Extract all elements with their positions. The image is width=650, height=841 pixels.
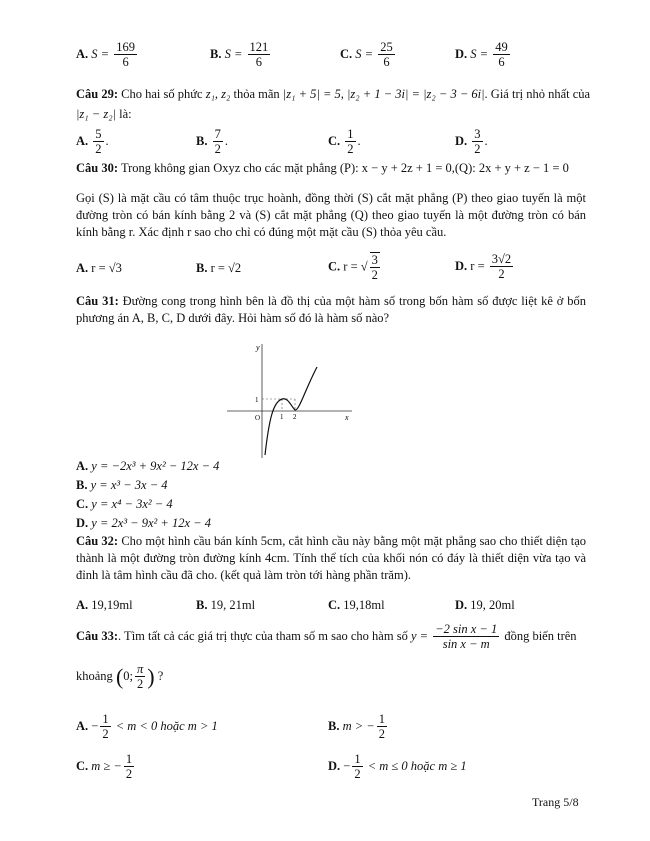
q29-line2: |z₁ − z₂| là: — [76, 107, 132, 121]
fraction: $\frac{169}{6}$ — [116, 40, 135, 70]
q30-option-c: C. r = √ $\frac{3}{2}$ — [328, 253, 378, 283]
q31-option-a: A. y = −2x³ + 9x² − 12x − 4 — [76, 459, 220, 473]
q30-paragraph: Gọi (S) là mặt cầu có tâm thuộc trục hoành, đồng thời (S) cắt mặt phẳng (P) theo giao tuyến là một đường tròn có bán kính bằng 2 và (S) cắt mặt phẳng (Q) theo giao tuyến là một đường tròn có bán kính bằng r. Xác định r sao cho chỉ có đúng một mặt cầu (S) thỏa yêu cầu. — [76, 191, 586, 239]
q29-option-c: C. $\frac{1}{2}$ . — [328, 127, 361, 157]
y-one-label: 1 — [255, 396, 259, 404]
fraction: $\frac{1}{2}$ — [347, 127, 354, 157]
y-axis-label: y — [256, 343, 260, 352]
x-axis-label: x — [345, 413, 349, 422]
fraction: $\frac{1}{2}$ — [378, 712, 385, 742]
function-graph — [225, 340, 355, 460]
q29-line1: Câu 29: Cho hai số phức z₁, z₂ thỏa mãn |z₁ + 5| = 5, |z₂ + 1 − 3i| = |z₂ − 3 − 6i|. Giá trị nhỏ nhất của — [76, 87, 591, 101]
page-number: Trang 5/8 — [532, 795, 579, 809]
q31-option-b: B. y = x³ − 3x − 4 — [76, 478, 168, 492]
fraction: $\frac{7}{2}$ — [214, 127, 221, 157]
x-two-label: 2 — [293, 413, 297, 421]
q33-option-d: D. − $\frac{1}{2}$ < m ≤ 0 hoặc m ≥ 1 — [328, 752, 467, 782]
q32-option-b: B. 19, 21ml — [196, 598, 256, 612]
fraction: $\frac{1}{2}$ — [102, 712, 109, 742]
q29-option-d: D. $\frac{3}{2}$ . — [455, 127, 488, 157]
q29-option-a: A. $\frac{5}{2}$ . — [76, 127, 109, 157]
q33-option-c: C. m ≥ − $\frac{1}{2}$ — [76, 752, 133, 782]
q32-option-d: D. 19, 20ml — [455, 598, 515, 612]
fraction: $\frac{\pi}{2}$ — [137, 662, 144, 692]
q30-option-d: D. r = $\frac{3√2}{2}$ — [455, 252, 512, 282]
graph-svg — [225, 340, 355, 460]
fraction: $\frac{1}{2}$ — [354, 752, 361, 782]
q30-line1: Câu 30: Trong không gian Oxyz cho các mặt phẳng (P): x − y + 2z + 1 = 0,(Q): 2x + y + z − 1 = 0 — [76, 161, 569, 175]
fraction: $\frac{5}{2}$ — [95, 127, 102, 157]
q28-option-b: B. S = $\frac{121}{6}$ — [210, 40, 269, 70]
fraction: $\frac{3}{2}$ — [371, 253, 378, 283]
origin-label: O — [255, 414, 261, 422]
q33-line2: khoảng (0; $\frac{\pi}{2}$ ) ? — [76, 662, 164, 692]
q30-option-a: A. r = √3 — [76, 261, 122, 275]
q33-option-b: B. m > − $\frac{1}{2}$ — [328, 712, 385, 742]
fraction: $\frac{1}{2}$ — [125, 752, 133, 782]
q31-option-d: D. y = 2x³ − 9x² + 12x − 4 — [76, 516, 211, 530]
q31-paragraph: Câu 31: Đường cong trong hình bên là đồ thị của một hàm số trong bốn hàm số được liệt kê ở bốn phương án A, B, C, D dưới đây. Hỏi hàm số đó là hàm số nào? — [76, 294, 587, 325]
fraction: $\frac{121}{6}$ — [249, 40, 269, 70]
fraction: $\frac{\text{−2 sin x − 1}}{\text{sin x − m}}$ — [435, 622, 498, 652]
fraction: $\frac{25}{6}$ — [380, 40, 393, 70]
q31-option-c: C. y = x⁴ − 3x² − 4 — [76, 497, 173, 511]
q32-option-a: A. 19,19ml — [76, 598, 133, 612]
fraction: $\frac{49}{6}$ — [495, 40, 508, 70]
q32-option-c: C. 19,18ml — [328, 598, 385, 612]
q33-option-a: A. − $\frac{1}{2}$ < m < 0 hoặc m > 1 — [76, 712, 218, 742]
fraction: $\frac{3}{2}$ — [474, 127, 481, 157]
q28-option-d: D. S = $\frac{49}{6}$ — [455, 40, 508, 70]
q29-option-b: B. $\frac{7}{2}$ . — [196, 127, 228, 157]
x-one-label: 1 — [280, 413, 284, 421]
fraction: $\frac{3√2}{2}$ — [491, 252, 512, 282]
q28-option-a: A. S = $\frac{169}{6}$ — [76, 40, 135, 70]
q30-option-b: B. r = √2 — [196, 261, 242, 275]
q28-option-c: C. S = $\frac{25}{6}$ — [340, 40, 393, 70]
q32-paragraph: Câu 32: Cho một hình cầu bán kính 5cm, cắt hình cầu này bằng một mặt phẳng sao cho thiết diện tạo thành là một đường tròn đường kính 4cm. Tính thể tích của khối nón có đáy là thiết diện vừa tạo và đỉnh là tâm hình cầu đã cho. (kết quả làm tròn tới hàng phần trăm). — [76, 534, 586, 582]
q33-line1: Câu 33:. Tìm tất cả các giá trị thực của tham số m sao cho hàm số y = $\frac{\text{−2 sin x − 1}}{\text{sin x − m}}$ đồng biến trên — [76, 622, 577, 652]
